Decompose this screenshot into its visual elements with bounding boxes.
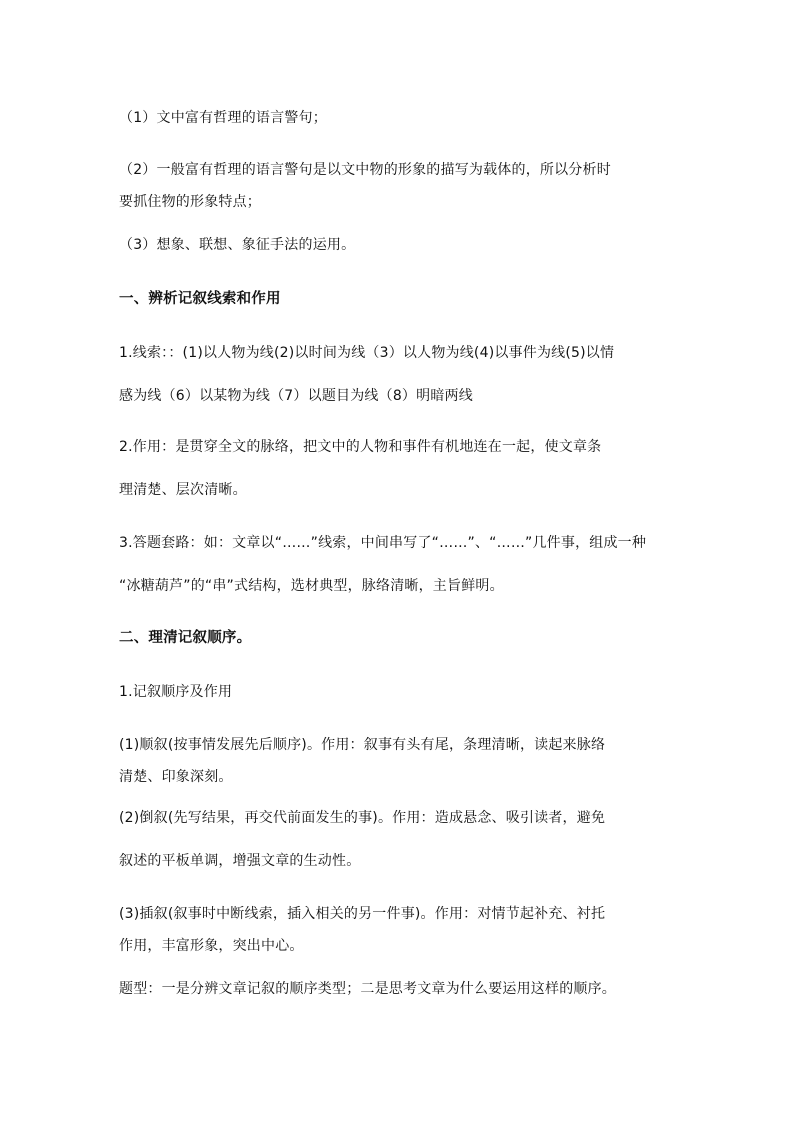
paragraph-line-9: 3.答题套路：如：文章以“……”线索，中间串写了“……”、“……”几件事，组成一种 [119,535,647,551]
paragraph-line-11: 1.记叙顺序及作用 [119,684,233,700]
paragraph-line-10: “冰糖葫芦”的“串”式结构，选材典型，脉络清晰，主旨鲜明。 [119,578,504,594]
paragraph-line-8: 理清楚、层次清晰。 [119,482,247,498]
paragraph-line-3: 要抓住物的形象特点； [119,194,261,210]
paragraph-line-13: 清楚、印象深刻。 [119,769,233,785]
paragraph-line-1: （1）文中富有哲理的语言警句； [119,110,327,126]
section-heading-1: 一、辨析记叙线索和作用 [119,291,281,307]
paragraph-line-15: 叙述的平板单调，增强文章的生动性。 [119,853,361,869]
paragraph-line-5: 1.线索：：(1)以人物为线(2)以时间为线（3）以人物为线(4)以事件为线(5)以情 [119,345,615,361]
paragraph-line-17: 作用，丰富形象，突出中心。 [119,938,304,954]
paragraph-line-4: （3）想象、联想、象征手法的运用。 [119,237,356,253]
paragraph-line-7: 2.作用：是贯穿全文的脉络，把文中的人物和事件有机地连在一起，使文章条 [119,439,602,455]
section-heading-2: 二、理清记叙顺序。 [119,630,252,646]
paragraph-line-14: (2)倒叙(先写结果，再交代前面发生的事)。作用：造成悬念、吸引读者，避免 [119,810,606,826]
paragraph-line-18: 题型：一是分辨文章记叙的顺序类型；二是思考文章为什么要运用这样的顺序。 [119,981,616,997]
paragraph-line-16: (3)插叙(叙事时中断线索，插入相关的另一件事)。作用：对情节起补充、衬托 [119,906,606,922]
paragraph-line-6: 感为线（6）以某物为线（7）以题目为线（8）明暗两线 [119,388,473,404]
paragraph-line-2: （2）一般富有哲理的语言警句是以文中物的形象的描写为载体的，所以分析时 [119,162,611,178]
paragraph-line-12: (1)顺叙(按事情发展先后顺序)。作用：叙事有头有尾，条理清晰，读起来脉络 [119,737,606,753]
